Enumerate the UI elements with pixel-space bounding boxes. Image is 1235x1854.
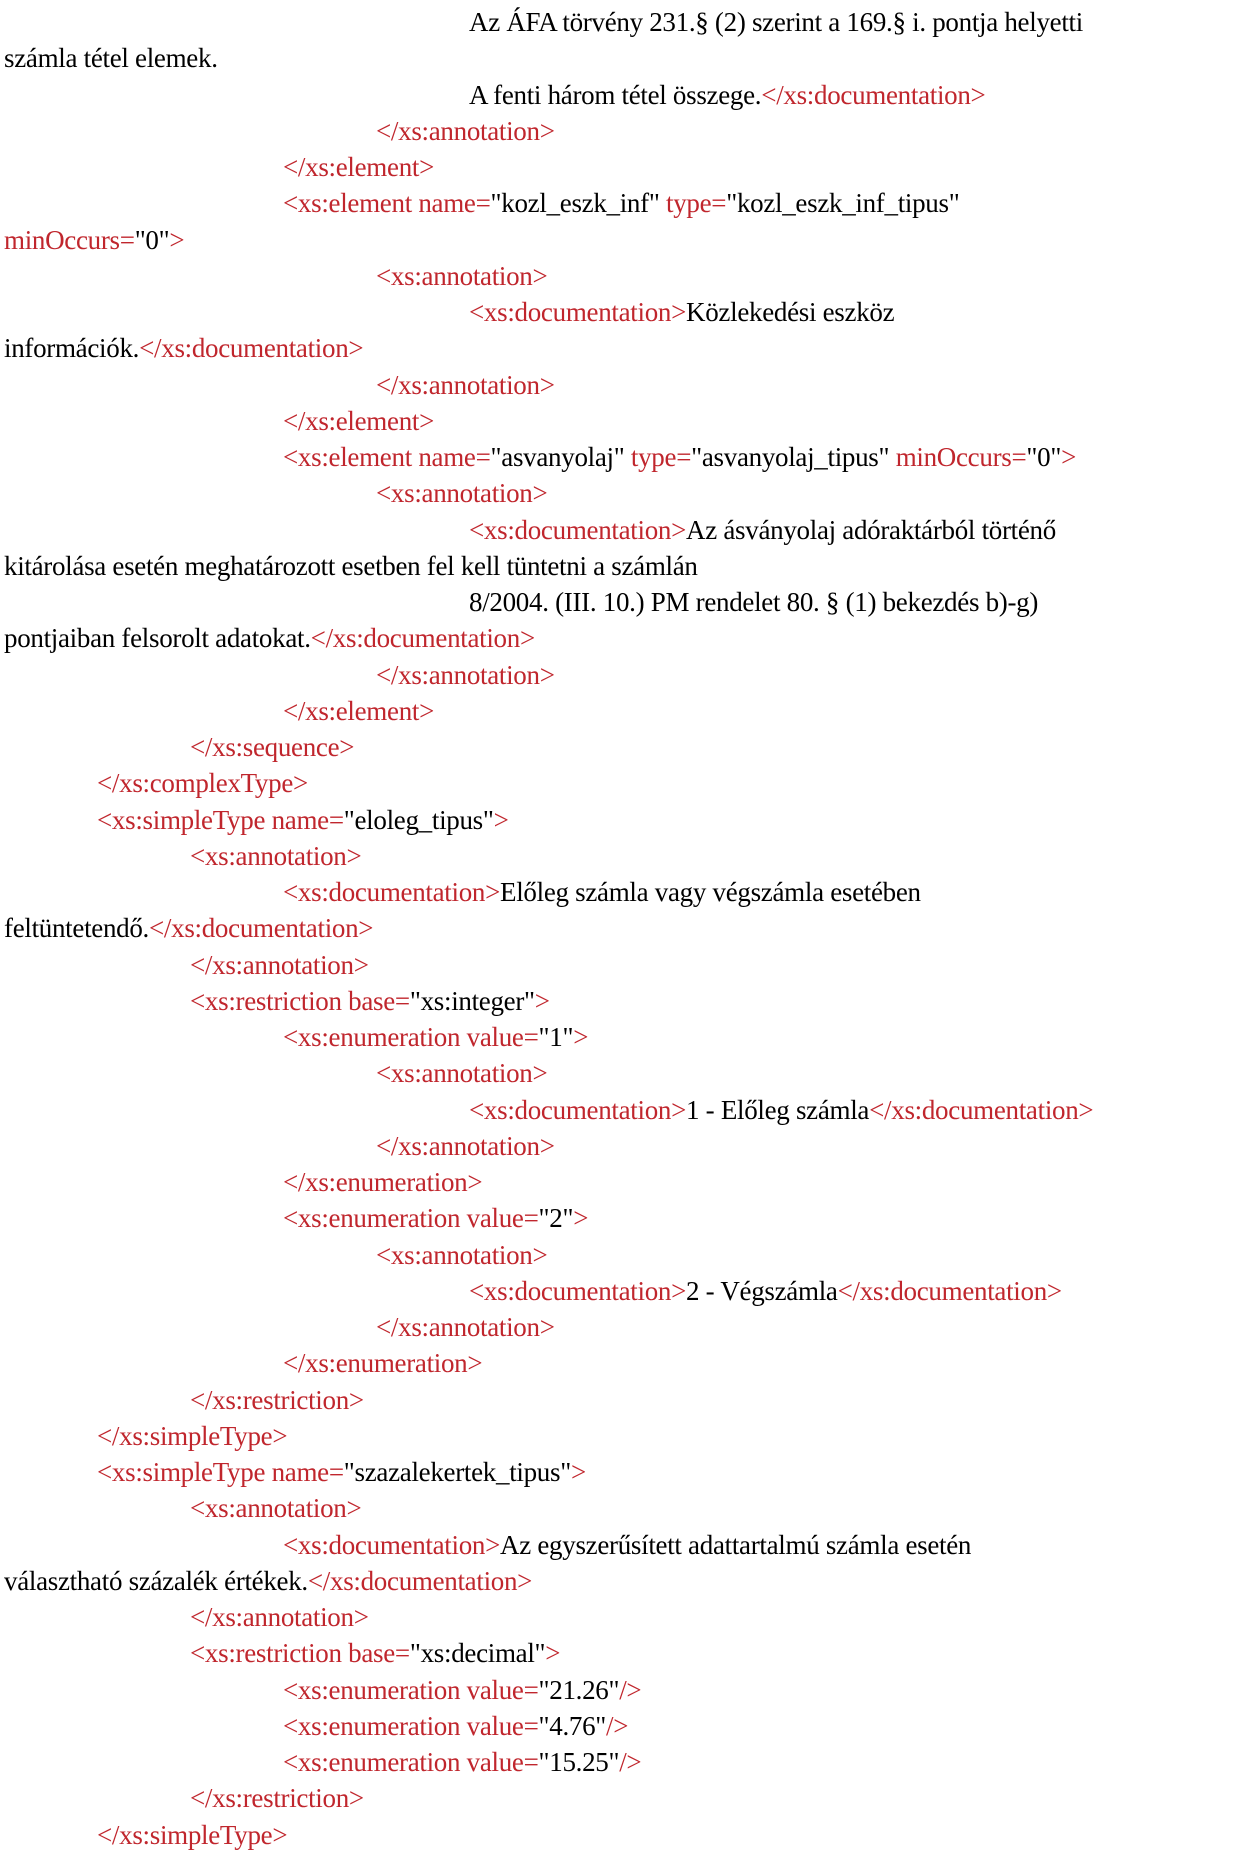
text-token: 2 - Végszámla <box>686 1275 838 1306</box>
markup-token: <xs:documentation> <box>469 1094 687 1125</box>
text-token: "0" <box>1026 442 1062 472</box>
markup-token: </xs:documentation> <box>761 79 986 110</box>
markup-token: </xs:sequence> <box>190 732 355 762</box>
code-line <box>283 1345 482 1381</box>
text-token: "asvanyolaj" <box>490 442 625 472</box>
text-token: Az ÁFA törvény 231.§ (2) szerint a 169.§ i. pontja helyetti <box>469 7 1083 37</box>
markup-token: minOccurs= <box>889 442 1027 472</box>
markup-token: </xs:documentation> <box>869 1094 1094 1125</box>
code-line <box>469 584 1038 620</box>
markup-token: </xs:annotation> <box>376 115 555 146</box>
code-line <box>4 620 535 656</box>
code-line <box>97 802 509 838</box>
text-token: információk. <box>4 333 140 364</box>
markup-token: <xs:documentation> <box>283 1529 501 1560</box>
markup-token: type= <box>659 188 727 219</box>
code-line <box>4 910 373 946</box>
markup-token: <xs:element name= <box>283 188 491 219</box>
markup-token: type= <box>624 442 692 472</box>
markup-token: <xs:enumeration value= <box>283 1022 539 1052</box>
text-token: "xs:integer" <box>409 985 535 1016</box>
text-token: 8/2004. (III. 10.) PM rendelet 80. § (1) bekezdés b)-g) <box>469 587 1039 617</box>
markup-token: > <box>573 1022 589 1052</box>
markup-token: <xs:annotation> <box>190 840 362 871</box>
markup-token: > <box>534 985 550 1016</box>
text-token: "4.76" <box>538 1710 607 1741</box>
code-line <box>283 1200 588 1236</box>
code-line <box>283 1744 641 1780</box>
markup-token: <xs:restriction base= <box>190 985 410 1016</box>
text-token: pontjaiban felsorolt adatokat. <box>4 623 311 654</box>
code-line <box>190 1382 364 1418</box>
text-token: "0" <box>134 224 170 255</box>
markup-token: > <box>1061 442 1076 472</box>
code-line <box>190 1599 369 1635</box>
code-line <box>4 548 698 584</box>
markup-token: </xs:documentation> <box>149 913 374 944</box>
markup-token: </xs:element> <box>283 695 435 726</box>
text-token: "asvanyolaj_tipus" <box>691 442 890 472</box>
markup-token: <xs:documentation> <box>469 514 687 545</box>
code-line <box>469 77 986 113</box>
code-line <box>283 185 959 221</box>
markup-token: <xs:enumeration value= <box>283 1674 539 1705</box>
markup-token: </xs:restriction> <box>190 1783 364 1814</box>
markup-token: <xs:annotation> <box>190 1493 362 1524</box>
text-token: Az ásványolaj adóraktárból történő <box>686 514 1056 545</box>
text-token: "szazalekertek_tipus" <box>343 1457 571 1487</box>
markup-token: <xs:annotation> <box>376 260 548 291</box>
text-token: "kozl_eszk_inf_tipus" <box>726 188 960 219</box>
code-line <box>469 1273 1062 1309</box>
markup-token: </xs:annotation> <box>376 369 555 400</box>
code-line <box>283 874 921 910</box>
code-line <box>469 1092 1093 1128</box>
text-token: Az egyszerűsített adattartalmú számla esetén <box>500 1529 972 1560</box>
markup-token: > <box>545 1638 561 1669</box>
code-line <box>97 765 308 801</box>
code-line <box>283 149 434 185</box>
text-token: "xs:decimal" <box>409 1638 546 1669</box>
code-line <box>190 1635 560 1671</box>
text-token: "1" <box>538 1022 574 1052</box>
text-token: Előleg számla vagy végszámla esetében <box>500 877 921 907</box>
text-token: "15.25" <box>538 1747 620 1777</box>
code-line <box>190 947 369 983</box>
code-line <box>190 983 550 1019</box>
markup-token: /> <box>619 1747 642 1777</box>
text-token: "eloleg_tipus" <box>343 804 494 835</box>
code-line <box>469 512 1056 548</box>
text-token: 1 - Előleg számla <box>686 1094 870 1125</box>
code-line <box>376 1055 547 1091</box>
code-line <box>469 4 1083 40</box>
code-line <box>97 1418 287 1454</box>
code-line <box>376 475 547 511</box>
markup-token: </xs:enumeration> <box>283 1167 483 1197</box>
markup-token: > <box>169 224 185 255</box>
code-line <box>376 657 555 693</box>
code-line <box>97 1454 586 1490</box>
code-line <box>283 1672 641 1708</box>
markup-token: <xs:simpleType name= <box>97 804 344 835</box>
code-line <box>190 729 354 765</box>
markup-token: </xs:documentation> <box>139 333 364 364</box>
markup-token: /> <box>606 1710 629 1741</box>
markup-token: <xs:enumeration value= <box>283 1203 539 1234</box>
markup-token: </xs:annotation> <box>376 1312 555 1342</box>
markup-token: </xs:annotation> <box>190 949 369 980</box>
code-line <box>190 1490 361 1526</box>
markup-token: <xs:documentation> <box>469 297 687 327</box>
markup-token: <xs:enumeration value= <box>283 1710 539 1741</box>
markup-token: <xs:documentation> <box>469 1275 687 1306</box>
code-line <box>283 403 434 439</box>
markup-token: </xs:enumeration> <box>283 1348 483 1379</box>
code-line <box>283 693 434 729</box>
code-line <box>283 439 1076 475</box>
markup-token: <xs:restriction base= <box>190 1638 410 1669</box>
markup-token: > <box>573 1203 589 1234</box>
code-line <box>4 330 363 366</box>
text-token: "2" <box>538 1203 574 1234</box>
markup-token: </xs:documentation> <box>837 1275 1062 1306</box>
markup-token: </xs:complexType> <box>97 768 308 799</box>
text-token: választható százalék értékek. <box>4 1565 308 1596</box>
code-line <box>283 1708 628 1744</box>
code-line <box>283 1019 588 1055</box>
markup-token: minOccurs= <box>4 224 135 255</box>
markup-token: <xs:simpleType name= <box>97 1457 344 1487</box>
text-token: "21.26" <box>538 1674 620 1705</box>
text-token: Közlekedési eszköz <box>686 297 895 327</box>
text-token: feltüntetendő. <box>4 913 149 944</box>
markup-token: /> <box>619 1674 642 1705</box>
code-line <box>376 258 547 294</box>
code-line <box>97 1817 287 1853</box>
code-line <box>376 1237 547 1273</box>
code-line <box>4 1563 532 1599</box>
code-line <box>376 1128 555 1164</box>
text-token: kitárolása esetén meghatározott esetben fel kell tüntetni a számlán <box>4 550 698 581</box>
text-token: számla tétel elemek. <box>4 43 218 74</box>
code-line <box>4 40 218 76</box>
code-line <box>190 838 361 874</box>
markup-token: </xs:element> <box>283 152 435 182</box>
text-token: A fenti három tétel összege. <box>469 79 762 110</box>
markup-token: </xs:annotation> <box>190 1602 369 1632</box>
markup-token: </xs:annotation> <box>376 659 555 690</box>
markup-token: </xs:documentation> <box>310 623 535 654</box>
code-line <box>469 294 894 330</box>
markup-token: </xs:element> <box>283 405 435 436</box>
markup-token: </xs:simpleType> <box>97 1420 288 1451</box>
code-line <box>283 1164 482 1200</box>
markup-token: <xs:annotation> <box>376 478 548 509</box>
markup-token: <xs:annotation> <box>376 1058 548 1089</box>
markup-token: <xs:element name= <box>283 442 491 472</box>
code-line <box>190 1780 364 1816</box>
code-line <box>376 367 555 403</box>
code-line <box>376 113 555 149</box>
code-line <box>4 222 184 258</box>
markup-token: </xs:annotation> <box>376 1130 555 1161</box>
code-line <box>376 1309 555 1345</box>
markup-token: </xs:documentation> <box>307 1565 533 1596</box>
text-token: "kozl_eszk_inf" <box>490 188 660 219</box>
markup-token: </xs:restriction> <box>190 1384 364 1415</box>
code-line <box>283 1527 971 1563</box>
markup-token: > <box>570 1457 586 1487</box>
markup-token: </xs:simpleType> <box>97 1819 288 1850</box>
markup-token: <xs:annotation> <box>376 1239 548 1270</box>
markup-token: > <box>493 804 509 835</box>
markup-token: <xs:enumeration value= <box>283 1747 539 1777</box>
markup-token: <xs:documentation> <box>283 877 501 907</box>
